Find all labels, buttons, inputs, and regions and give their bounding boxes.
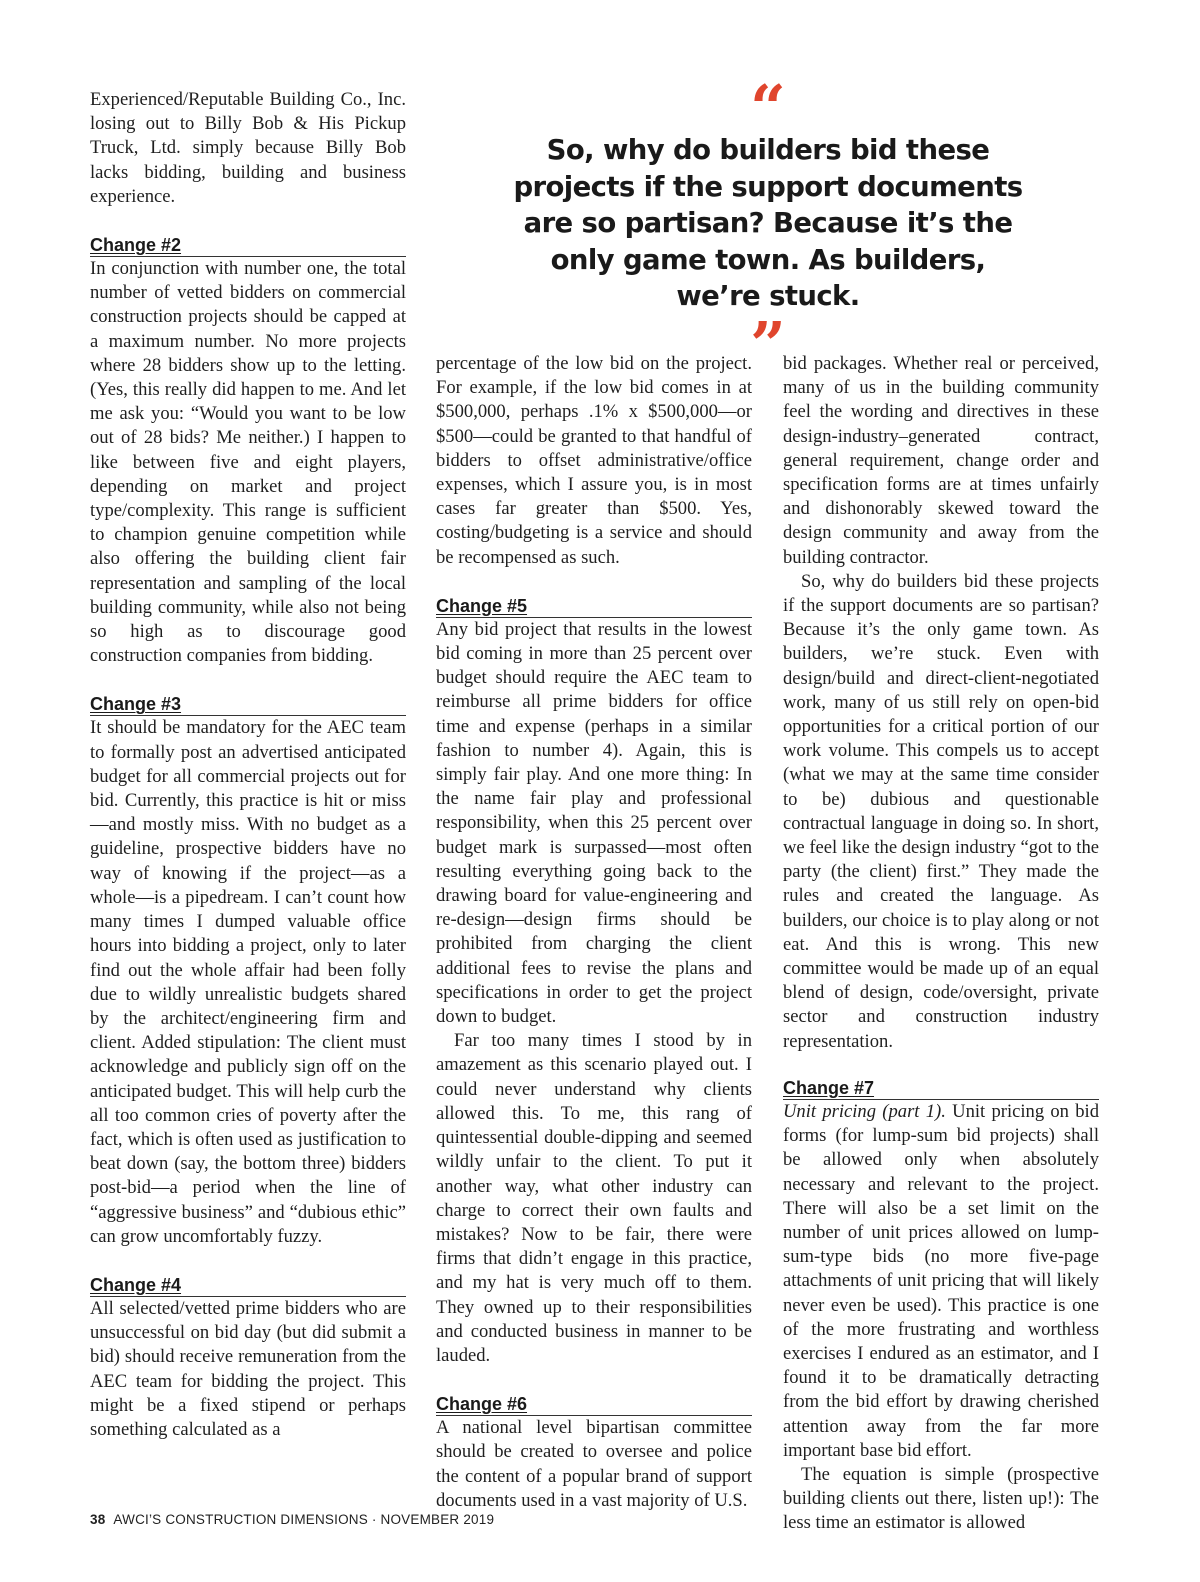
pull-quote-text: So, why do builders bid these projects if the support documents are so partisan? Because it’s the only game town. As builders, we’re stuck. xyxy=(513,134,1023,312)
paragraph-change-5-b: Far too many times I stood by in amazement as this scenario played out. I could never understand why clients allowed this. To me, this rang of quintessential double-dipping and seemed wildly unfair to the client. To put it another way, what other industry can charge to correct their own faults and mistakes? Now to be fair, there were firms that didn’t engage in this practice, and my hat is very much off to them. They owned up to their responsibilities and conducted business in manner to be lauded. xyxy=(436,1030,752,1366)
heading-change-5: Change #5 xyxy=(436,596,752,618)
paragraph-intro: Experienced/Reputable Building Co., Inc. losing out to Billy Bob & His Pickup Truck, Ltd. simply because Billy Bob lacks bidding, building and business experience. xyxy=(90,89,406,207)
article-column-1 xyxy=(90,88,406,1442)
paragraph-continued-3: bid packages. Whether real or perceived, many of us in the building community feel the wording and directives in these design-industry–generated contract, general requirement, change order and specification forms are at times unfairly and dishonorably skewed toward the design community and away from the building contractor. xyxy=(783,353,1099,568)
unit-pricing-body: Unit pricing on bid forms (for lump-sum bid projects) shall be allowed only when absolutely necessary and relevant to the project. There will also be a set limit on the number of unit prices allowed on lump-sum-type bids (no more five-page attachments of unit pricing that will likely never even be used). This practice is one of the more frustrating and worthless exercises I endured as an estimator, and I found it to be dramatically detracting from the bid effort by drawing cherished attention away from the far more important base bid effort. xyxy=(783,1100,1099,1461)
paragraph-change-2: In conjunction with number one, the total number of vetted bidders on commercial construction projects should be capped at a maximum number. No more projects where 28 bidders show up to the letting. (Yes, this really did happen to me. And let me ask you: “Would you want to be low out of 28 bids? Me neither.) I happen to like between five and eight players, depending on market and project type/complexity. This range is sufficient to champion genuine competition while also offering the building client fair representation and sampling of the local building community, while also not being so high as to discourage good construction companies from bidding. xyxy=(90,258,406,667)
article-column-2 xyxy=(436,352,752,1513)
paragraph-continued: percentage of the low bid on the project. For example, if the low bid comes in at $500,000, perhaps .1% x $500,000—or $500—could be granted to that handful of bidders to offset administrative/office expenses, which I assure you, is in most cases far greater than $500. Yes, costing/budgeting is a service and should be recompensed as such. xyxy=(436,353,752,568)
paragraph-change-5: Any bid project that results in the lowest bid coming in more than 25 percent over budget should require the AEC team to reimburse all prime bidders for office time and expense (perhaps in a similar fashion to number 4). Again, this is simply fair play. And one more thing: In the name fair play and professional responsibility, when this 25 percent over budget mark is surpassed—most often resulting everything going back to the drawing board for value-engineering and re-design—design firms should be prohibited from charging the client additional fees to revise the plans and specifications in order to get the project down to budget. xyxy=(436,618,752,1028)
heading-change-3: Change #3 xyxy=(90,694,406,716)
unit-pricing-lead: Unit pricing (part 1). xyxy=(783,1100,946,1122)
page-number: 38 xyxy=(90,1512,106,1527)
paragraph-change-7-b: The equation is simple (prospective building clients out there, listen up!): The less time an estimator is allowed xyxy=(783,1463,1099,1534)
heading-change-7: Change #7 xyxy=(783,1078,1099,1100)
paragraph-change-3: It should be mandatory for the AEC team to formally post an advertised anticipated budget for all commercial projects out for bid. Currently, this practice is hit or miss—and mostly miss. With no budget as a guideline, prospective bidders have no way of knowing if the project—as a whole—is a pipedream. I can’t count how many times I dumped valuable office hours into bidding a project, only to later find out the whole affair had been folly due to wildly unrealistic budgets shared by the architect/engineering firm and client. Added stipulation: The client must acknowledge and publicly sign off on the anticipated budget. This will help curb the all too common cries of poverty after the fact, which is often used as justification to beat down (say, the bottom three) bidders post-bid—a period when the line of “aggressive business” and “dubious ethic” can grow uncomfortably fuzzy. xyxy=(90,717,406,1247)
heading-change-2: Change #2 xyxy=(90,235,406,257)
paragraph-change-4: All selected/vetted prime bidders who are unsuccessful on bid day (but did submit a bid) should receive remuneration from the AEC team for bidding the project. This might be a fixed stipend or perhaps something calculated as a xyxy=(90,1297,406,1440)
paragraph-why-bid: So, why do builders bid these projects if the support documents are so partisan? Because it’s the only game town. As builders, we’re stuck. Even with design/build and direct-client-negotiated work, many of us still rely on open-bid opportunities for a critical portion of our work volume. This compels us to accept (what we may at the same time consider to be) dubious and questionable contractual language in doing so. In short, we feel like the design industry “got to the party (the client) first.” They made the rules and created the language. As builders, our choice is to play along or not eat. And this is wrong. This new committee would be made up of an equal blend of design, code/oversight, private sector and construction industry representation. xyxy=(783,570,1100,1052)
close-quote-mark: ” xyxy=(750,307,786,381)
article-column-3 xyxy=(783,352,1099,1536)
open-quote-mark: “ xyxy=(750,71,786,144)
page-footer xyxy=(90,1512,494,1527)
heading-change-4: Change #4 xyxy=(90,1275,406,1297)
paragraph-change-7 xyxy=(783,1100,1099,1463)
paragraph-change-6: A national level bipartisan committee should be created to oversee and police the content of a popular brand of support documents used in a vast majority of U.S. xyxy=(436,1417,752,1511)
publication-line: AWCI’S CONSTRUCTION DIMENSIONS · NOVEMBER 2019 xyxy=(113,1512,495,1527)
heading-change-6: Change #6 xyxy=(436,1394,752,1416)
pull-quote xyxy=(506,71,1030,381)
